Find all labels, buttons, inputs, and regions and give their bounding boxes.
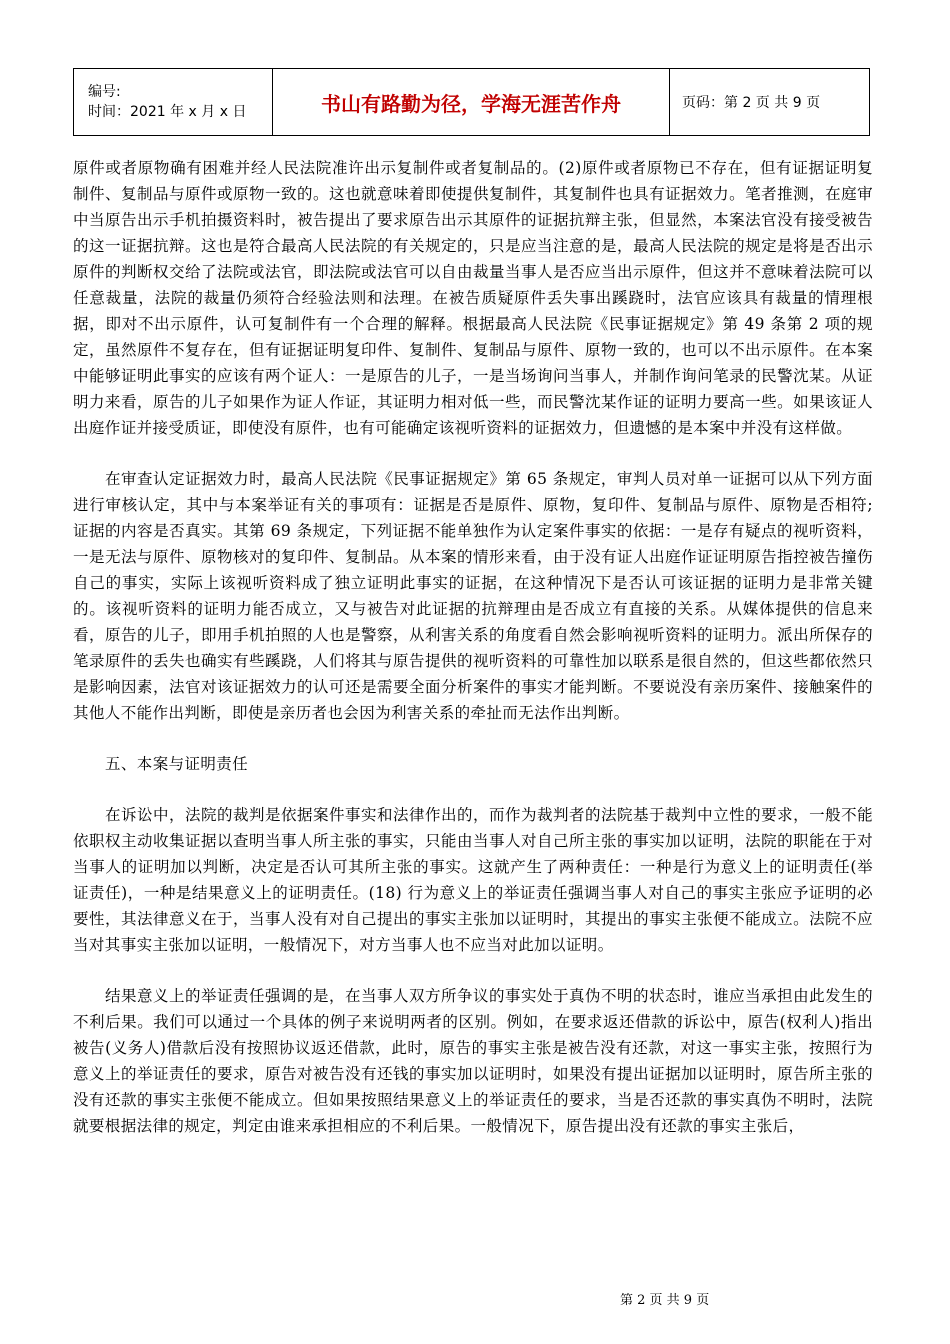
header-page-number: 页码：第 2 页 共 9 页 [670,69,870,136]
header-meta [74,69,273,136]
header-motto: 书山有路勤为径，学海无涯苦作舟 [273,69,670,136]
body-paragraph-4: 结果意义上的举证责任强调的是，在当事人双方所争议的事实处于真伪不明的状态时，谁应当承担由此发生的不利后果。我们可以通过一个具体的例子来说明两者的区别。例如，在要求返还借款的诉讼中，原告(权利人)指出被告(义务人)借款后没有按照协议返还借款，此时，原告的事实主张是被告没有还款，对这一事实主张，按照行为意义上的举证责任的要求，原告对被告没有还钱的事实加以证明时，如果没有提出证据加以证明时，原告所主张的没有还款的事实主张便不能成立。但如果按照结果意义上的举证责任的要求，当是否还款的事实真伪不明时，法院就要根据法律的规定，判定由谁来承担相应的不利后果。一般情况下，原告提出没有还款的事实主张后， [73,987,873,1135]
body-paragraph-1: 原件或者原物确有困难并经人民法院准许出示复制件或者复制品的。(2)原件或者原物已不存在，但有证据证明复制件、复制品与原件或原物一致的。这也就意味着即使提供复制件，其复制件也具有证据效力。笔者推测，在庭审中当原告出示手机拍摄资料时，被告提出了要求原告出示其原件的证据抗辩主张，但显然，本案法官没有接受被告的这一证据抗辩。这也是符合最高人民法院的有关规定的，只是应当注意的是，最高人民法院的规定是将是否出示原件的判断权交给了法院或法官，即法院或法官可以自由裁量当事人是否应当出示原件，但这并不意味着法院可以任意裁量，法院的裁量仍须符合经验法则和法理。在被告质疑原件丢失事出蹊跷时，法官应该具有裁量的情理根据，即对不出示原件，认可复制件有一个合理的解释。根据最高人民法院《民事证据规定》第 49 条第 2 项的规定，虽然原件不复存在，但有证据证明复印件、复制件、复制品与原件、原物一致的，也可以不出示原件。在本案中能够证明此事实的应该有两个证人：一是原告的儿子，一是当场询问当事人，并制作询问笔录的民警沈某。从证明力来看，原告的儿子如果作为证人作证，其证明力相对低一些，而民警沈某作证的证明力要高一些。如果该证人出庭作证并接受质证，即使没有原件，也有可能确定该视听资料的证据效力，但遗憾的是本案中并没有这样做。 [73,159,873,437]
document-header [73,68,870,136]
body-paragraph-2: 在审查认定证据效力时，最高人民法院《民事证据规定》第 65 条规定，审判人员对单一证据可以从下列方面进行审核认定，其中与本案举证有关的事项有：证据是否是原件、原物，复印件、复制品与原件、原物是否相符;证据的内容是否真实。其第 69 条规定，下列证据不能单独作为认定案件事实的依据：一是存有疑点的视听资料，一是无法与原件、原物核对的复印件、复制品。从本案的情形来看，由于没有证人出庭作证证明原告指控被告撞伤自己的事实，实际上该视听资料成了独立证明此事实的证据，在这种情况下是否认可该证据的证明力是非常关键的。该视听资料的证明力能否成立，又与被告对此证据的抗辩理由是否成立有直接的关系。从媒体提供的信息来看，原告的儿子，即用手机拍照的人也是警察，从利害关系的角度看自然会影响视听资料的证明力。派出所保存的笔录原件的丢失也确实有些蹊跷，人们将其与原告提供的视听资料的可靠性加以联系是很自然的，但这些都依然只是影响因素，法官对该证据效力的认可还是需要全面分析案件的事实才能判断。不要说没有亲历案件、接触案件的其他人不能作出判断，即使是亲历者也会因为利害关系的牵扯而无法作出判断。 [73,470,873,722]
document-body [73,155,873,1164]
document-date-label: 时间：2021 年 x 月 x 日 [88,104,247,120]
section-heading: 五、本案与证明责任 [105,755,249,773]
body-paragraph-3: 在诉讼中，法院的裁判是依据案件事实和法律作出的，而作为裁判者的法院基于裁判中立性的要求，一般不能依职权主动收集证据以查明当事人所主张的事实，只能由当事人对自己所主张的事实加以证明，法院的职能在于对当事人的证明加以判断，决定是否认可其所主张的事实。这就产生了两种责任：一种是行为意义上的证明责任(举证责任)，一种是结果意义上的证明责任。(18) 行为意义上的举证责任强调当事人对自己的事实主张应予证明的必要性，其法律意义在于，当事人没有对自己提出的事实主张加以证明时，其提出的事实主张便不能成立。法院不应当对其事实主张加以证明，一般情况下，对方当事人也不应当对此加以证明。 [73,806,873,954]
page-footer: 第 2 页 共 9 页 [620,1293,710,1308]
document-number-label: 编号: [88,84,121,100]
